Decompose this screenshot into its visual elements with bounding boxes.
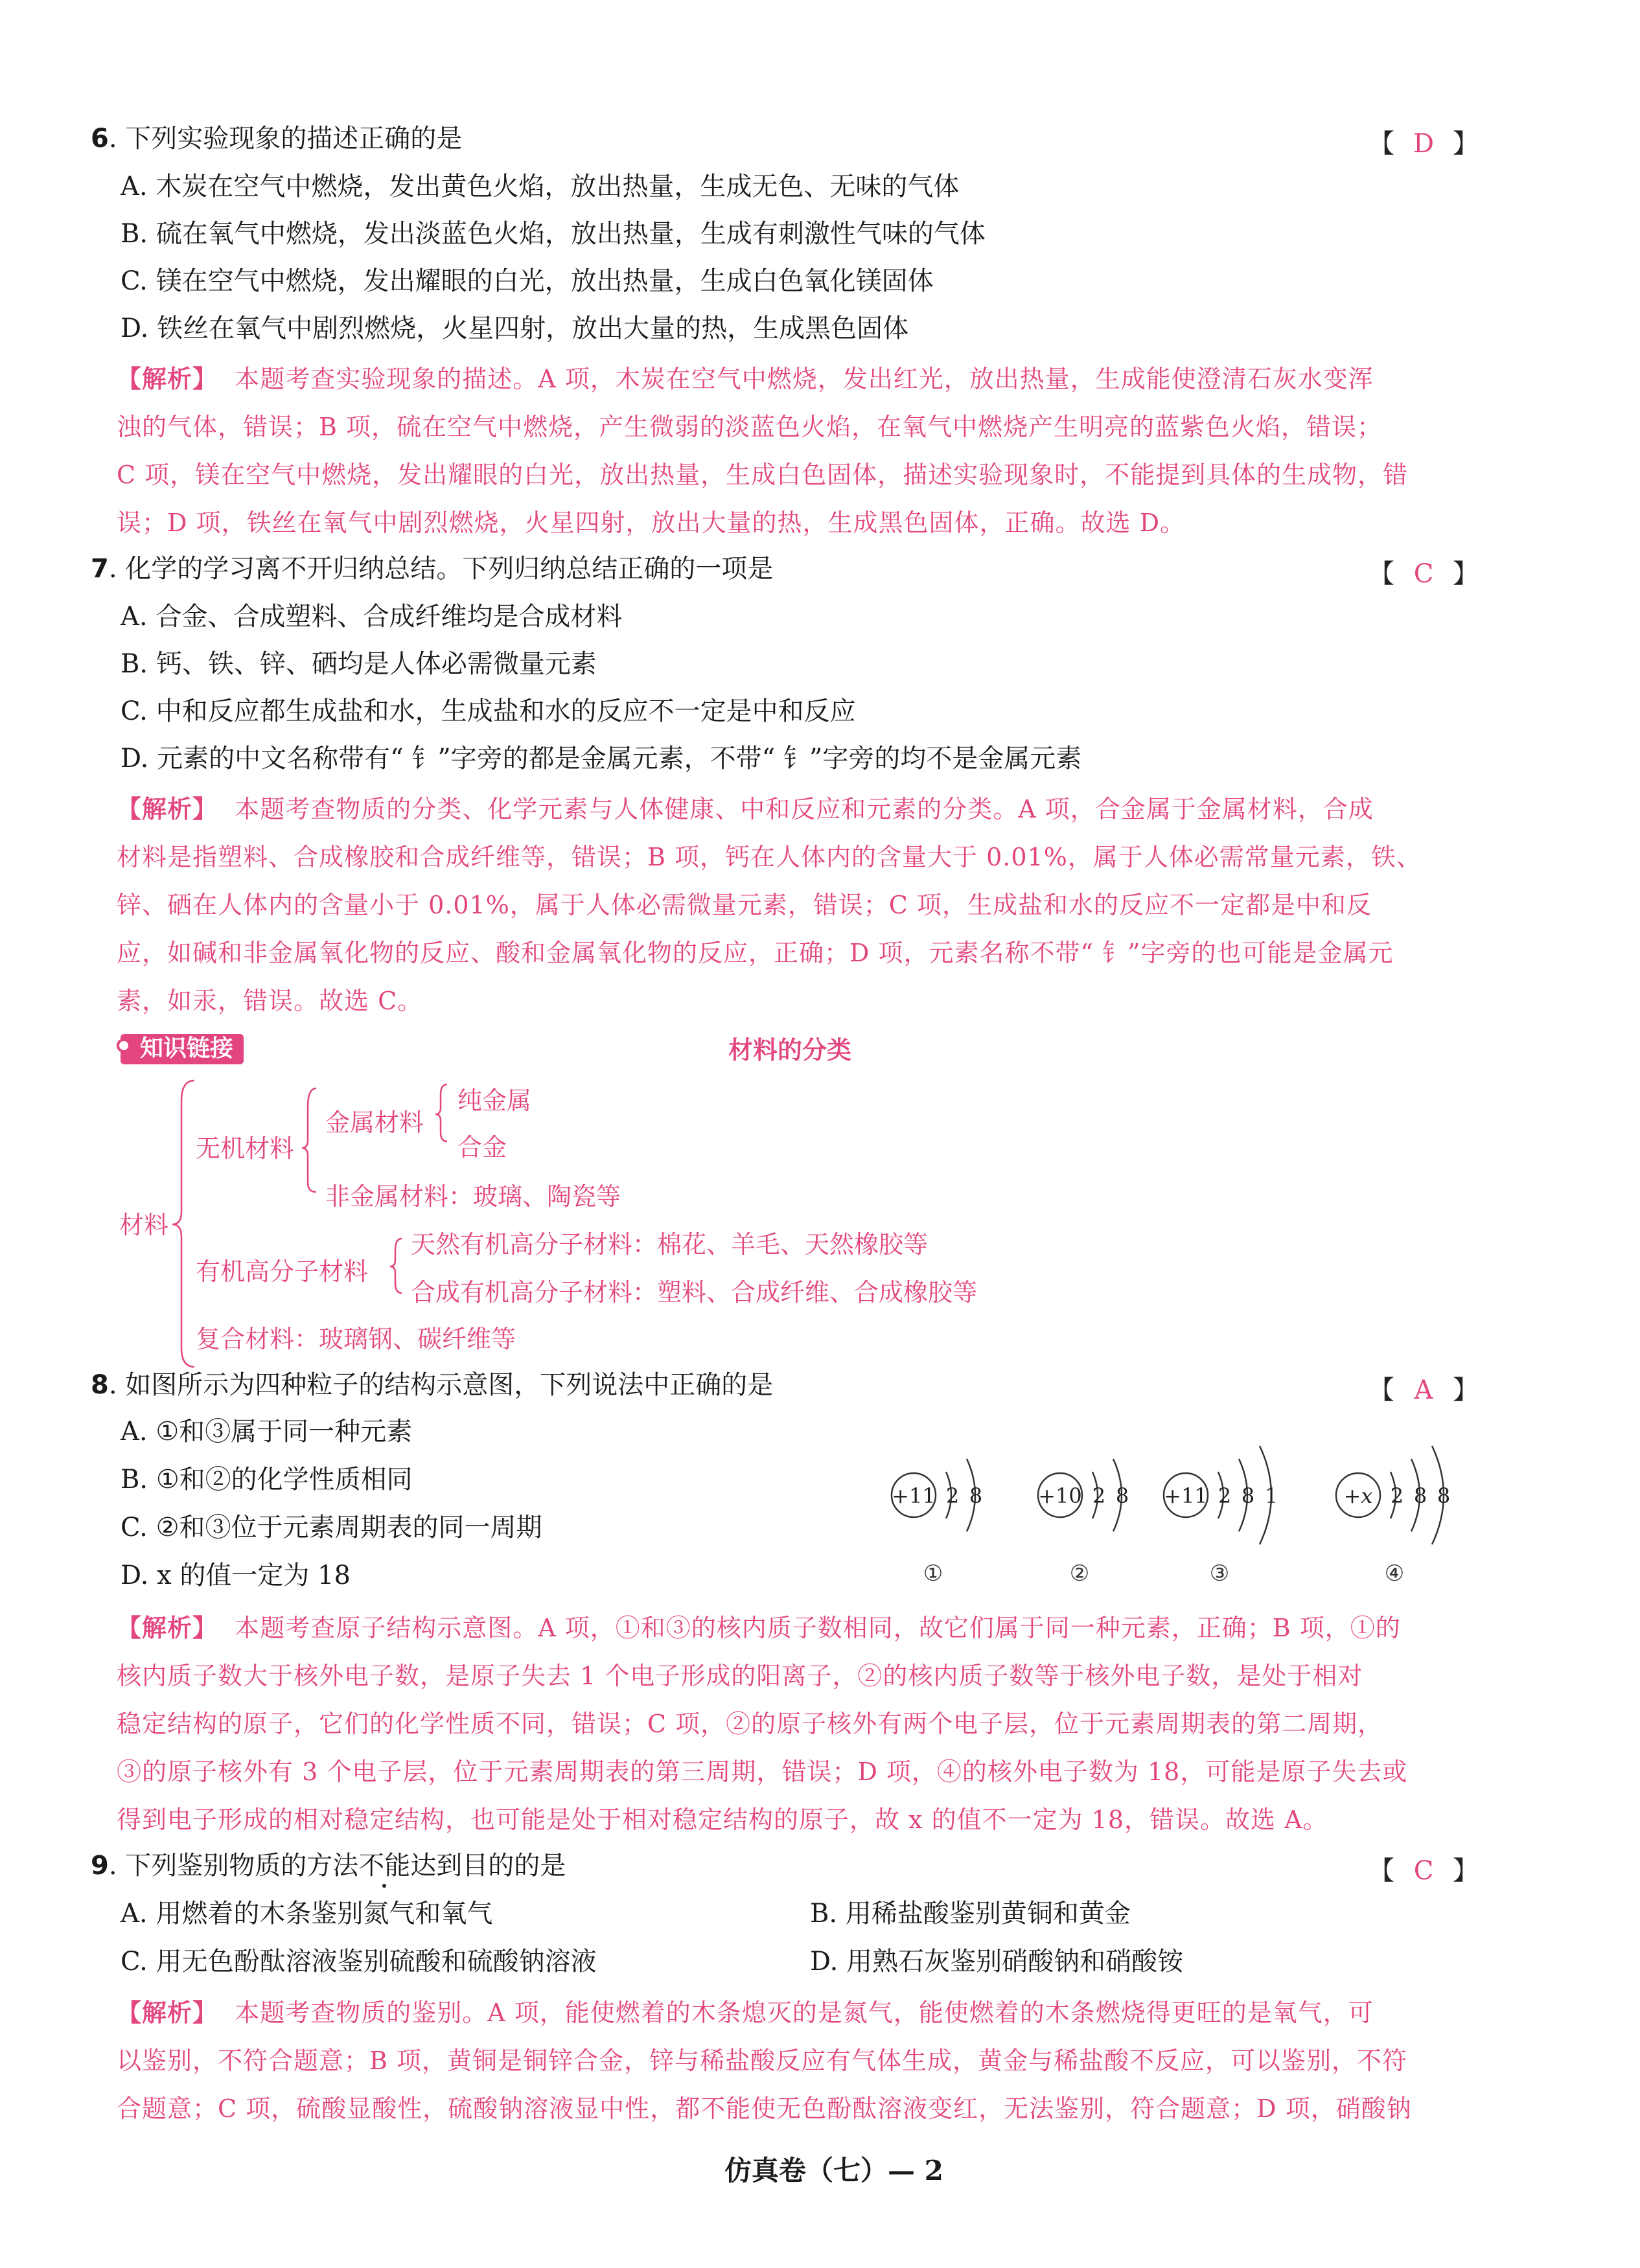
q8-answer-bracket: 【 A 】 — [1369, 1375, 1479, 1405]
nucleus-2-label: +10 — [1038, 1483, 1082, 1508]
q7-option-b: B. 钙、铁、锌、硒均是人体必需微量元素 — [121, 649, 597, 679]
q8-analysis-line: 得到电子形成的相对稳定结构，也可能是处于相对稳定结构的原子，故 x 的值不一定为 18，错误。故选 A。 — [117, 1805, 1328, 1834]
particle-1 — [892, 1459, 982, 1586]
q8-option-c: C. ②和③位于元素周期表的同一周期 — [121, 1513, 542, 1542]
q6-number: 6 — [91, 124, 109, 154]
q9-stem: 9. 下列鉴别物质的方法不能达到目的的是 — [91, 1851, 566, 1881]
tree-natural: 天然有机高分子材料：棉花、羊毛、天然橡胶等 — [411, 1230, 929, 1259]
q9-analysis-line: 以鉴别，不符合题意；B 项，黄铜是铜锌合金，锌与稀盐酸反应有气体生成，黄金与稀盐酸不反应，可以鉴别，不符 — [117, 2046, 1408, 2075]
q6-option-a: A. 木炭在空气中燃烧，发出黄色火焰，放出热量，生成无色、无味的气体 — [121, 172, 960, 201]
q7-analysis-line: 材料是指塑料、合成橡胶和合成纤维等，错误；B 项，钙在人体内的含量大于 0.01%，属于人体必需常量元素，铁、 — [117, 843, 1422, 871]
label-1: ① — [923, 1561, 943, 1586]
shell-3-1: 2 — [1218, 1483, 1232, 1508]
q8-number: 8 — [91, 1370, 109, 1400]
q8-option-b: B. ①和②的化学性质相同 — [121, 1465, 413, 1495]
particle-structure-diagrams — [881, 1425, 1529, 1594]
q9-option-c: C. 用无色酚酞溶液鉴别硫酸和硫酸钠溶液 — [121, 1947, 597, 1976]
tree-pure-metal: 纯金属 — [457, 1086, 532, 1115]
shell-1-1: 2 — [945, 1483, 960, 1508]
label-4: ④ — [1384, 1561, 1405, 1586]
q9-analysis: 【解析】 本题考查物质的鉴别。A 项，能使燃着的木条熄灭的是氮气，能使燃着的木条燃烧得更旺的是氧气，可 — [117, 1999, 1374, 2027]
tree-synthetic: 合成有机高分子材料：塑料、合成纤维、合成橡胶等 — [411, 1278, 978, 1307]
inorganic-brace — [302, 1088, 316, 1192]
shell-2-2: 8 — [1115, 1483, 1129, 1508]
q7-number: 7 — [91, 554, 109, 584]
q7-answer-bracket: 【 C 】 — [1369, 559, 1479, 589]
q7-answer: C — [1413, 559, 1434, 589]
knowledge-title: 材料的分类 — [728, 1036, 852, 1064]
q7-stem: 7. 化学的学习离不开归纳总结。下列归纳总结正确的一项是 — [91, 554, 774, 584]
shell-4-1: 2 — [1390, 1483, 1404, 1508]
q8-analysis: 【解析】 本题考查原子结构示意图。A 项，①和③的核内质子数相同，故它们属于同一种元素，正确；B 项，①的 — [117, 1614, 1401, 1642]
q6-analysis-line: 误；D 项，铁丝在氧气中剧烈燃烧，火星四射，放出大量的热，生成黑色固体，正确。故选 D。 — [117, 509, 1186, 537]
q6-answer-bracket: 【 D 】 — [1369, 129, 1479, 159]
q6-option-c: C. 镁在空气中燃烧，发出耀眼的白光，放出热量，生成白色氧化镁固体 — [121, 266, 934, 296]
tree-root: 材料 — [119, 1211, 169, 1239]
q7-analysis: 【解析】 本题考查物质的分类、化学元素与人体健康、中和反应和元素的分类。A 项，合金属于金属材料，合成 — [117, 795, 1374, 823]
tree-metal: 金属材料 — [325, 1108, 424, 1137]
q9-analysis-tag: 【解析】 — [117, 1999, 218, 2027]
q9-option-d: D. 用熟石灰鉴别硝酸钠和硝酸铵 — [810, 1947, 1184, 1976]
q9-analysis-line: 合题意；C 项，硫酸显酸性，硫酸钠溶液显中性，都不能使无色酚酞溶液变红，无法鉴别，符合题意；D 项，硝酸钠 — [117, 2094, 1412, 2123]
shell-3-2: 8 — [1241, 1483, 1255, 1508]
nucleus-3-label: +11 — [1164, 1483, 1208, 1508]
q8-option-d: D. x 的值一定为 18 — [121, 1561, 351, 1590]
q6-analysis: 【解析】 本题考查实验现象的描述。A 项，木炭在空气中燃烧，发出红光，放出热量，生成能使澄清石灰水变浑 — [117, 365, 1374, 393]
shell-3-3: 1 — [1264, 1483, 1278, 1508]
q7-option-c: C. 中和反应都生成盐和水，生成盐和水的反应不一定是中和反应 — [121, 696, 856, 726]
q8-analysis-line: ③的原子核外有 3 个电子层，位于元素周期表的第三周期，错误；D 项，④的核外电子数为 18，可能是原子失去或 — [117, 1758, 1408, 1786]
tree-nonmetal: 非金属材料：玻璃、陶瓷等 — [325, 1182, 621, 1211]
shell-4-3: 8 — [1437, 1483, 1451, 1508]
q6-option-d: D. 铁丝在氧气中剧烈燃烧，火星四射，放出大量的热，生成黑色固体 — [121, 314, 909, 343]
q6-analysis-line: C 项，镁在空气中燃烧，发出耀眼的白光，放出热量，生成白色固体，描述实验现象时，不能提到具体的生成物，错 — [117, 461, 1409, 489]
knowledge-link-badge: 知识链接 — [121, 1030, 244, 1063]
particle-4 — [1336, 1446, 1450, 1586]
q6-analysis-line: 浊的气体，错误；B 项，硫在空气中燃烧，产生微弱的淡蓝色火焰，在氧气中燃烧产生明亮的蓝紫色火焰，错误； — [117, 413, 1383, 441]
q7-option-d: D. 元素的中文名称带有“ 钅”字旁的都是金属元素，不带“ 钅”字旁的均不是金属元素 — [121, 744, 1082, 773]
q6-analysis-tag: 【解析】 — [117, 365, 218, 393]
q6-answer: D — [1413, 129, 1435, 159]
shell-4-2: 8 — [1413, 1483, 1427, 1508]
q7-option-a: A. 合金、合成塑料、合成纤维均是合成材料 — [121, 602, 623, 632]
particle-3 — [1164, 1446, 1278, 1586]
particle-2 — [1038, 1459, 1129, 1586]
q9-answer: C — [1413, 1856, 1434, 1886]
metal-brace — [435, 1084, 447, 1141]
organic-brace — [390, 1239, 402, 1293]
q6-option-b: B. 硫在氧气中燃烧，发出淡蓝色火焰，放出热量，生成有刺激性气味的气体 — [121, 219, 986, 249]
q8-answer: A — [1414, 1375, 1433, 1405]
page-footer: 仿真卷（七）— 2 — [724, 2155, 943, 2186]
q8-analysis-tag: 【解析】 — [117, 1614, 218, 1642]
tree-alloy: 合金 — [457, 1133, 507, 1162]
q8-analysis-line: 核内质子数大于核外电子数，是原子失去 1 个电子形成的阳离子，②的核内质子数等于核外电子数，是处于相对 — [117, 1662, 1363, 1690]
tree-inorganic: 无机材料 — [196, 1134, 295, 1163]
q7-analysis-line: 锌、硒在人体内的含量小于 0.01%，属于人体必需微量元素，错误；C 项，生成盐和水的反应不一定都是中和反 — [117, 891, 1372, 919]
q7-analysis-tag: 【解析】 — [117, 795, 218, 823]
q7-analysis-line: 素，如汞，错误。故选 C。 — [117, 987, 423, 1015]
nucleus-4-label: +x — [1343, 1483, 1373, 1508]
knowledge-link-dot-icon — [117, 1038, 131, 1053]
nucleus-1-label: +11 — [892, 1483, 936, 1508]
root-brace — [172, 1081, 194, 1367]
shell-1-2: 8 — [969, 1483, 983, 1508]
shell-2-1: 2 — [1092, 1483, 1106, 1508]
tree-composite: 复合材料：玻璃钢、碳纤维等 — [196, 1325, 516, 1353]
emphasis-dot-icon — [382, 1884, 386, 1888]
q9-option-b: B. 用稀盐酸鉴别黄铜和黄金 — [810, 1899, 1131, 1929]
q9-number: 9 — [91, 1851, 109, 1881]
tree-organic: 有机高分子材料 — [196, 1257, 369, 1286]
label-3: ③ — [1209, 1561, 1230, 1586]
q8-analysis-line: 稳定结构的原子，它们的化学性质不同，错误；C 项，②的原子核外有两个电子层，位于元素周期表的第二周期， — [117, 1710, 1383, 1738]
q6-stem: 6. 下列实验现象的描述正确的是 — [91, 124, 463, 154]
label-2: ② — [1069, 1561, 1090, 1586]
q8-stem: 8. 如图所示为四种粒子的结构示意图，下列说法中正确的是 — [91, 1370, 774, 1400]
q9-option-a: A. 用燃着的木条鉴别氮气和氧气 — [121, 1899, 493, 1929]
q8-option-a: A. ①和③属于同一种元素 — [121, 1417, 413, 1447]
q9-answer-bracket: 【 C 】 — [1369, 1856, 1479, 1886]
q7-analysis-line: 应，如碱和非金属氧化物的反应、酸和金属氧化物的反应，正确；D 项，元素名称不带“ 钅”字旁的也可能是金属元 — [117, 939, 1394, 967]
